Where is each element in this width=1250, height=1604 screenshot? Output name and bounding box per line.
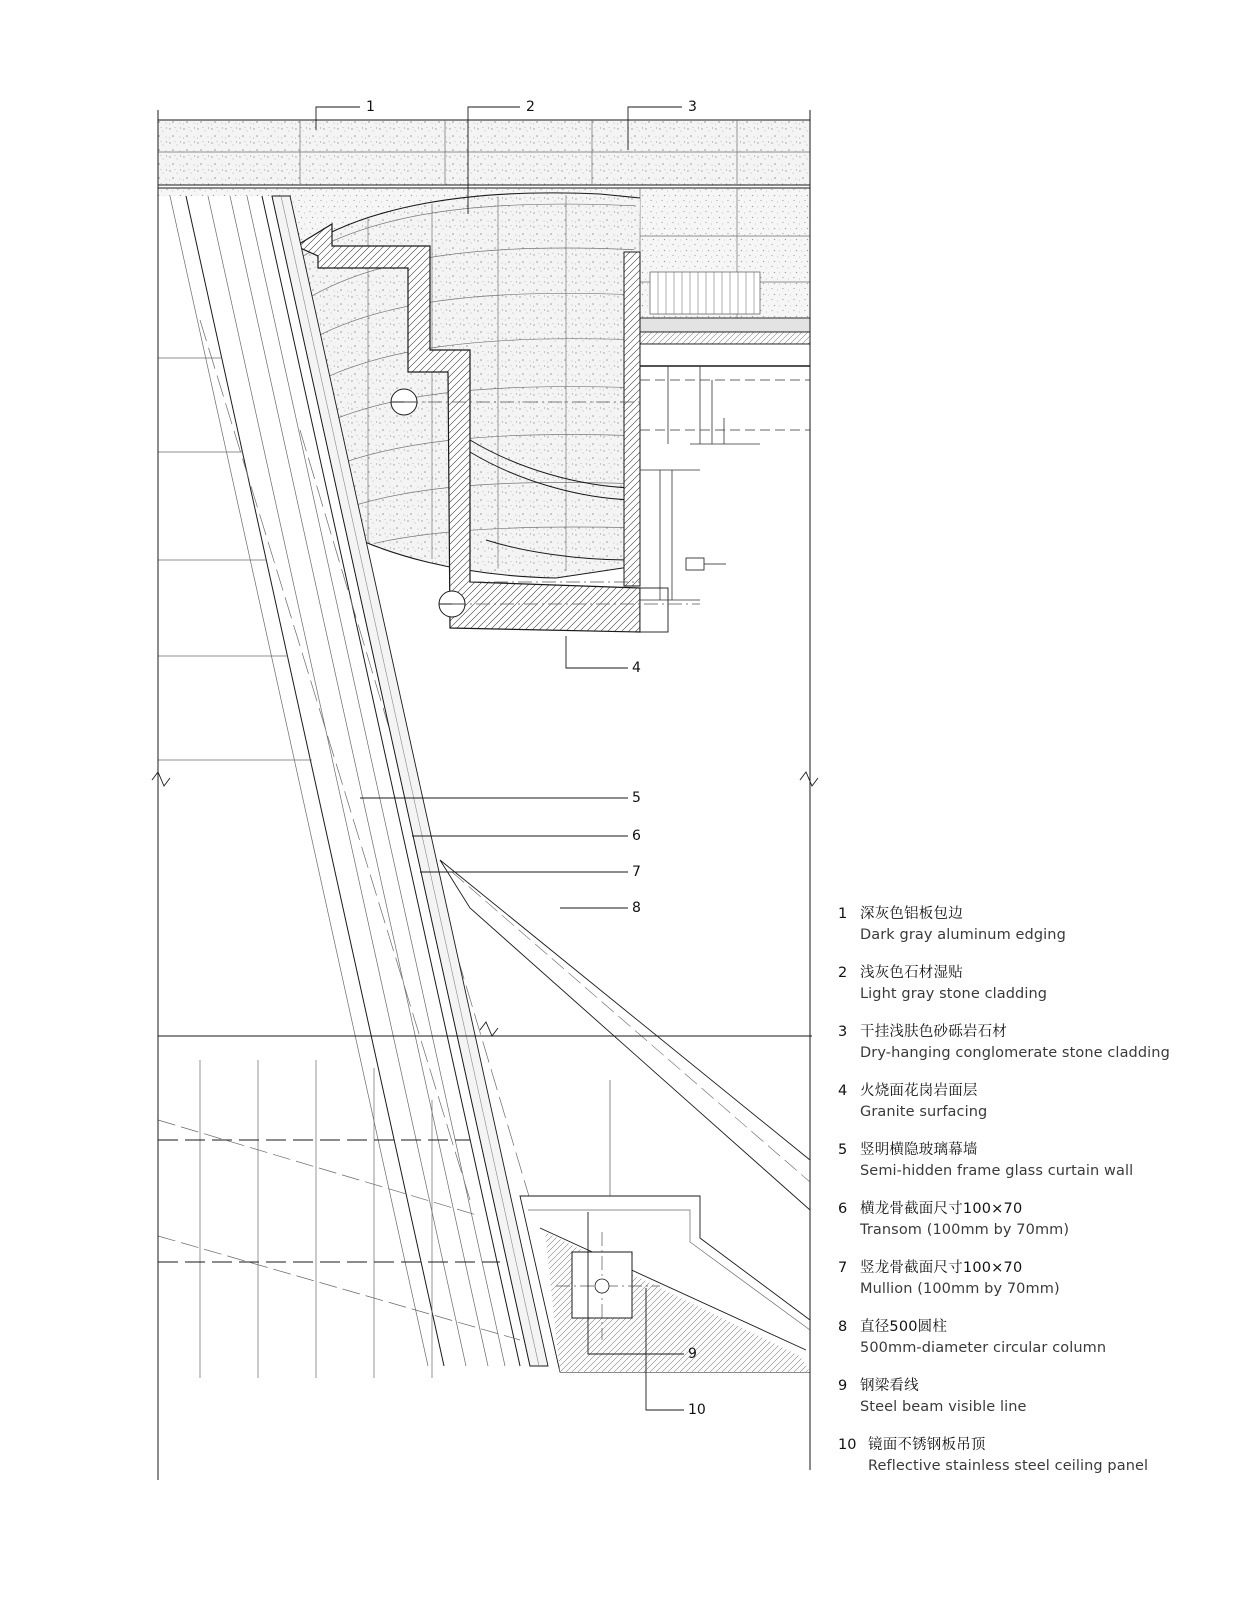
legend-label-cn: 镜面不锈钢板吊顶 xyxy=(868,1437,986,1453)
callout-6: 6 xyxy=(632,828,641,844)
legend-text-group xyxy=(860,905,1238,945)
legend-item xyxy=(838,1377,1238,1417)
legend-label-cn: 钢梁看线 xyxy=(860,1378,919,1394)
legend-label-cn: 火烧面花岗岩面层 xyxy=(860,1083,978,1099)
legend-number: 5 xyxy=(838,1142,848,1158)
legend-item xyxy=(838,964,1238,1004)
legend-label-cn: 浅灰色石材湿贴 xyxy=(860,965,963,981)
legend-text-group xyxy=(860,1023,1238,1063)
callout-10: 10 xyxy=(688,1402,706,1418)
legend-number: 4 xyxy=(838,1083,848,1099)
legend-item xyxy=(838,1318,1238,1358)
legend-label-en: Reflective stainless steel ceiling panel xyxy=(868,1458,1149,1474)
legend-label-cn: 深灰色铝板包边 xyxy=(860,906,963,922)
legend-label-en: Steel beam visible line xyxy=(860,1399,1027,1415)
legend-list xyxy=(838,905,1238,1495)
legend-item xyxy=(838,1259,1238,1299)
callout-2: 2 xyxy=(526,99,535,115)
legend-text-group xyxy=(860,1082,1238,1122)
legend-number: 9 xyxy=(838,1378,848,1394)
legend-number: 8 xyxy=(838,1319,848,1335)
legend-label-en: 500mm-diameter circular column xyxy=(860,1340,1107,1356)
legend-label-cn: 横龙骨截面尺寸100×70 xyxy=(860,1201,1023,1217)
legend-label-en: Light gray stone cladding xyxy=(860,986,1048,1002)
legend-label-cn: 竖龙骨截面尺寸100×70 xyxy=(860,1260,1023,1276)
structure-hidden-lines xyxy=(640,366,810,600)
legend-label-cn: 干挂浅肤色砂砾岩石材 xyxy=(860,1024,1007,1040)
legend-label-cn: 直径500圆柱 xyxy=(860,1319,948,1335)
legend-item xyxy=(838,1141,1238,1181)
callout-9: 9 xyxy=(688,1346,697,1362)
legend-label-en: Semi-hidden frame glass curtain wall xyxy=(860,1163,1134,1179)
legend-text-group xyxy=(860,964,1238,1004)
legend-text-group xyxy=(860,1141,1238,1181)
legend-item xyxy=(838,1436,1238,1476)
callout-7: 7 xyxy=(632,864,641,880)
legend-label-en: Dark gray aluminum edging xyxy=(860,927,1066,943)
callout-1: 1 xyxy=(366,99,375,115)
legend-label-en: Dry-hanging conglomerate stone cladding xyxy=(860,1045,1170,1061)
legend-text-group xyxy=(860,1200,1238,1240)
callout-3: 3 xyxy=(688,99,697,115)
legend-label-en: Transom (100mm by 70mm) xyxy=(860,1222,1070,1238)
legend-label-cn: 竖明横隐玻璃幕墙 xyxy=(860,1142,978,1158)
legend-item xyxy=(838,1023,1238,1063)
legend-number: 3 xyxy=(838,1024,848,1040)
legend-item xyxy=(838,905,1238,945)
legend-number: 2 xyxy=(838,965,848,981)
legend-number: 7 xyxy=(838,1260,848,1276)
callout-5: 5 xyxy=(632,790,641,806)
legend-number: 1 xyxy=(838,906,848,922)
legend-text-group xyxy=(860,1259,1238,1299)
upper-stone-band xyxy=(158,120,810,185)
legend-text-group xyxy=(860,1318,1238,1358)
legend-text-group xyxy=(860,1377,1238,1417)
legend-number: 10 xyxy=(838,1437,857,1453)
legend-label-en: Granite surfacing xyxy=(860,1104,988,1120)
legend-item xyxy=(838,1200,1238,1240)
legend-label-en: Mullion (100mm by 70mm) xyxy=(860,1281,1060,1297)
callout-4: 4 xyxy=(632,660,641,676)
legend-text-group xyxy=(868,1436,1238,1476)
callout-8: 8 xyxy=(632,900,641,916)
legend-number: 6 xyxy=(838,1201,848,1217)
legend-item xyxy=(838,1082,1238,1122)
